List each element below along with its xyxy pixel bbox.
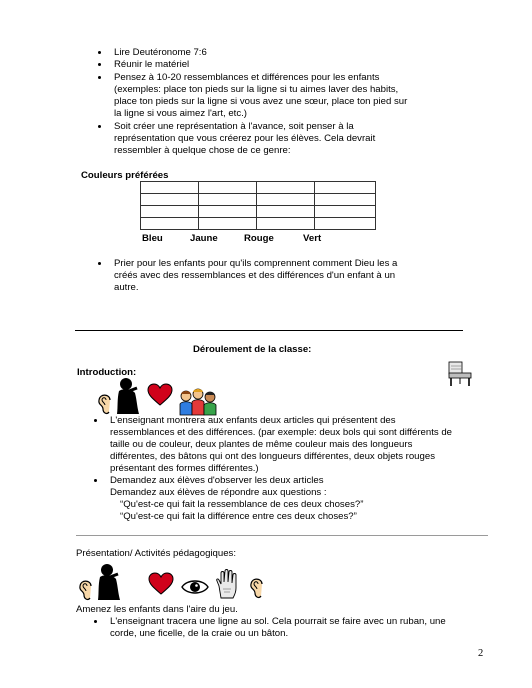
heart-icon (148, 572, 174, 596)
section-divider (75, 330, 463, 331)
intro-bullet-1-line-4: différentes, des bâtons qui ont des longueurs différentes, deux objets rouges (110, 451, 435, 462)
page-number: 2 (478, 648, 484, 659)
presentation-bullet-line-2: corde, une ficelle, de la craie ou un bâton. (110, 628, 289, 639)
bullet (98, 262, 101, 265)
bullet (94, 479, 97, 482)
presentation-amenez: Amenez les enfants dans l'aire du jeu. (76, 604, 238, 615)
chart-label-jaune: Jaune (190, 233, 218, 244)
grid-col-line (198, 181, 199, 230)
intro-bullet-1-line-5: présentant des formes différentes.) (110, 463, 259, 474)
prayer-line-1: Prier pour les enfants pour qu'ils comprennent comment Dieu les a (114, 258, 398, 269)
material-item-3-line-1: Pensez à 10-20 ressemblances et différences pour les enfants (114, 72, 380, 83)
section-divider-light (76, 535, 488, 536)
grid-col-line (314, 181, 315, 230)
chart-label-bleu: Bleu (142, 233, 163, 244)
bullet (98, 63, 101, 66)
material-item-4-line-2: représentation que vous créerez pour les élèves. Cela devrait (114, 133, 376, 144)
intro-bullet-1-line-1: L'enseignant montrera aux enfants deux articles qui présentent des (110, 415, 396, 426)
grid-row-line (140, 217, 376, 218)
grid-row-line (140, 193, 376, 194)
children-group-icon (178, 388, 218, 416)
presentation-bullet-line-1: L'enseignant tracera une ligne au sol. Cela pourrait se faire avec un ruban, une (110, 616, 446, 627)
intro-ask: Demandez aux élèves de répondre aux questions : (110, 487, 327, 498)
grid-col-line (256, 181, 257, 230)
material-item-3-line-2: (exemples: place ton pieds sur la ligne si tu aimes laver des habits, (114, 84, 399, 95)
ear-icon (77, 578, 95, 602)
intro-question-2: “Qu'est-ce qui fait la différence entre ces deux choses?” (120, 511, 357, 522)
material-item-2: Réunir le matériel (114, 59, 190, 70)
intro-bullet-1-line-3: taille ou de couleur, deux plantes de même couleur mais des longueurs (110, 439, 413, 450)
ear-icon (248, 576, 266, 600)
intro-bullet-1-line-2: ressemblances et des différences. (par exemple: deux bols qui sont différents de (110, 427, 453, 438)
introduction-heading: Introduction: (77, 367, 137, 378)
intro-question-1: “Qu'est-ce qui fait la ressemblance de ces deux choses?” (120, 499, 364, 510)
bullet (94, 620, 97, 623)
praying-figure-icon (96, 563, 122, 601)
deroulement-title: Déroulement de la classe: (193, 344, 312, 355)
material-item-3-line-4: la ligne si vous aimez l'art, etc.) (114, 108, 247, 119)
praying-figure-icon (115, 377, 141, 415)
intro-bullet-2: Demandez aux élèves d'observer les deux articles (110, 475, 324, 486)
bullet (98, 125, 101, 128)
bullet (94, 419, 97, 422)
chart-title: Couleurs préférées (81, 170, 169, 181)
heart-icon (147, 383, 173, 407)
material-item-3-line-3: place ton pieds sur la ligne si vous avez une sœur, place ton pied sur (114, 96, 408, 107)
material-item-4-line-1: Soit créer une représentation à l'avance, soit penser à la (114, 121, 354, 132)
material-item-4-line-3: ressembler à quelque chose de ce genre: (114, 145, 291, 156)
chart-label-rouge: Rouge (244, 233, 274, 244)
eye-icon (181, 578, 209, 596)
bullet (98, 76, 101, 79)
grid-row-line (140, 205, 376, 206)
chart-grid (140, 181, 376, 230)
prayer-line-3: autre. (114, 282, 139, 293)
chair-icon (445, 360, 475, 388)
prayer-line-2: créés avec des ressemblances et des différences d'un enfant à un (114, 270, 396, 281)
chart-label-vert: Vert (303, 233, 322, 244)
material-item-1: Lire Deutéronome 7:6 (114, 47, 207, 58)
hand-icon (215, 569, 239, 599)
bullet (98, 51, 101, 54)
presentation-heading: Présentation/ Activités pédagogiques: (76, 548, 237, 559)
ear-icon (96, 392, 114, 416)
